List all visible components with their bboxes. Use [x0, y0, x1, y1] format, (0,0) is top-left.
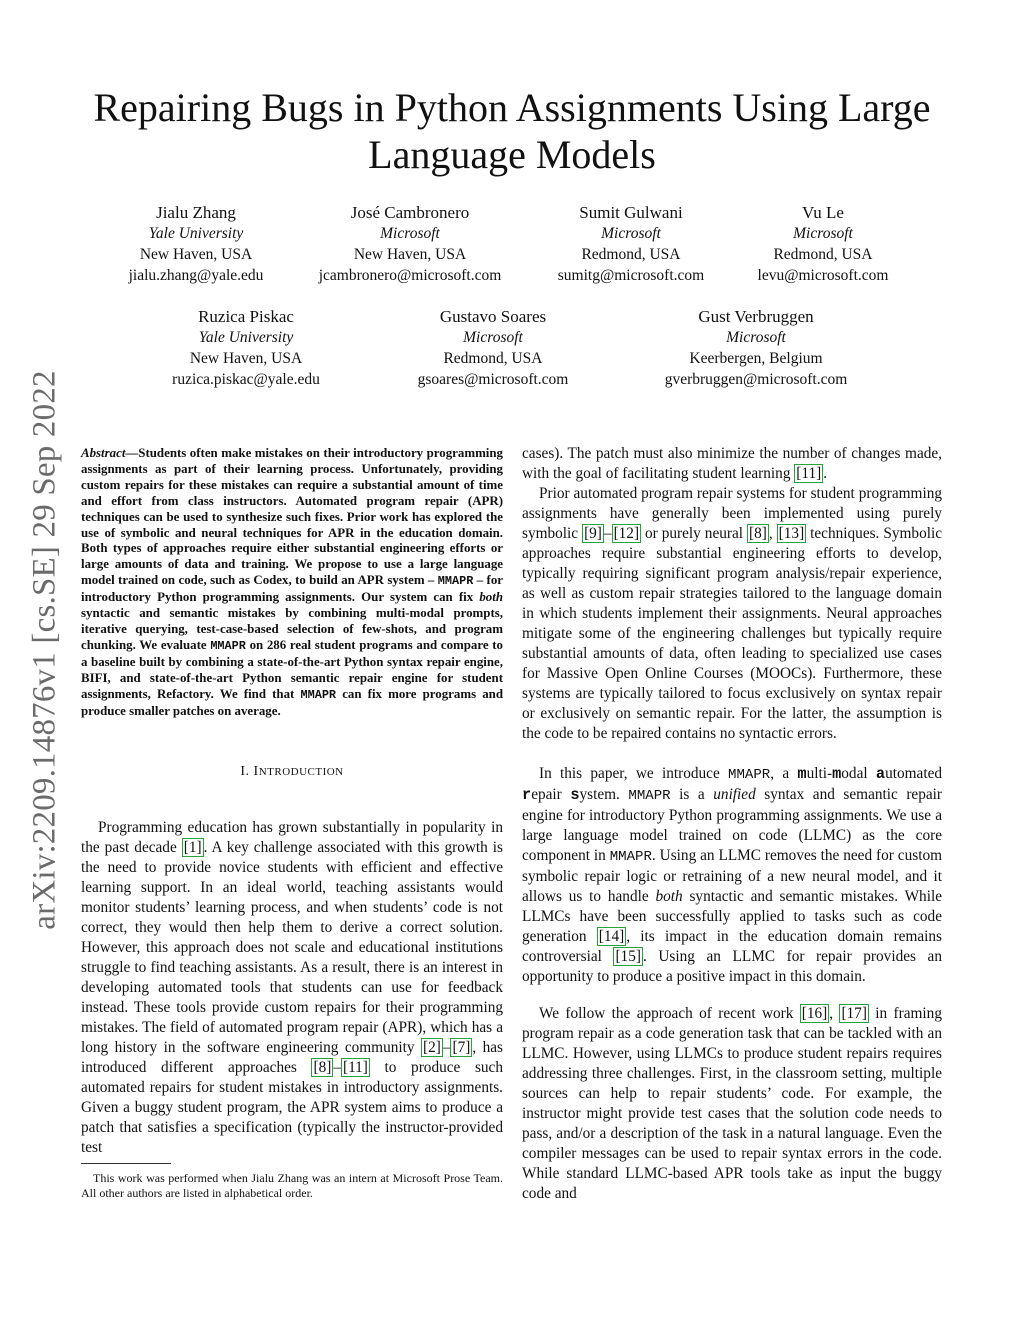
abstract-text: on 286 real student programs and compare to a baseline built by combining a state-of-the-art Python syntax repair engine, BIFI, and state-of-the-art Python semantic repair engine for student assignments, Refactory. We find that: [81, 637, 503, 701]
acronym-letter: a: [875, 765, 886, 783]
author-location: Redmond, USA: [581, 246, 681, 263]
author-affiliation: Yale University: [198, 329, 294, 346]
author-location: Keerbergen, Belgium: [689, 350, 823, 367]
intro-paragraph: [81, 818, 503, 1158]
author-affiliation: Yale University: [148, 225, 244, 242]
body-text: odal: [841, 765, 876, 782]
author-name: Jialu Zhang: [156, 203, 236, 222]
title-line-1: Repairing Bugs in Python Assignments Using Large: [93, 85, 931, 130]
footnote: This work was performed when Jialu Zhang was an intern at Microsoft Prose Team. All other authors are listed in alphabetical order.: [81, 1171, 503, 1200]
body-text: ulti-: [806, 765, 833, 782]
abstract-emphasis: both: [479, 590, 503, 605]
footnote-rule: [81, 1163, 171, 1164]
body-text: In this paper, we introduce: [539, 765, 729, 782]
body-text: in framing program repair as a code generation task that can be tackled with an LLMC. However, using LLMCs to produce student repairs requires addressing three challenges. First, in the classroom setting, multiple sources can help to repair students’ code. For example, the instructor might provide test cases that the solution code needs to pass, and/or a description of the task in a natural language. Even the compiler messages can be used to repair syntax errors in the code. While standard LLMC-based APR tools take as input the buggy code and: [522, 1005, 942, 1202]
citation-link[interactable]: [8]: [313, 1059, 332, 1076]
section-title-rest: NTRODUCTION: [258, 766, 344, 778]
author-block: [146, 306, 346, 390]
body-text: ,: [829, 1005, 840, 1022]
emphasis: both: [655, 888, 683, 905]
paper-title: [60, 84, 964, 178]
body-text: , its impact in the education domain remains controversial: [522, 928, 942, 965]
citation-link[interactable]: [11]: [342, 1059, 368, 1076]
body-text: ystem.: [579, 786, 629, 803]
body-text: cases). The patch must also minimize the number of changes made, with the goal of facilitating student learning: [522, 445, 942, 482]
author-block: [536, 202, 726, 286]
body-text: or purely neural: [641, 525, 748, 542]
section-number: I.: [240, 764, 250, 779]
body-text: epair: [531, 786, 571, 803]
body-text: , has introduced different approaches: [81, 1039, 503, 1076]
right-paragraph-approach: [522, 1004, 942, 1204]
body-text: . Using an LLMC for repair provides an opportunity to produce a positive impact in this domain.: [522, 948, 942, 985]
body-text: to produce such automated repairs for student mistakes in introductory assignments. Given a buggy student program, the APR system aims to produce a patch that satisfies a specification (typically the instructor-provided test: [81, 1059, 503, 1156]
author-location: Redmond, USA: [773, 246, 873, 263]
author-block: [648, 306, 864, 390]
body-text: syntactic and semantic mistakes. While LLMCs have been successfully applied to tasks such as code generation: [522, 888, 942, 945]
abstract-text: Students often make mistakes on their introductory programming assignments as part of their learning process. Unfortunately, providing custom repairs for these mistakes can require a substantial amount of time and effort from class instructors. Automated program repair (APR) techniques can be used to synthesize such fixes. Prior work has explored the use of symbolic and neural techniques for APR in the education domain. Both types of approaches require either substantial engineering efforts or large amounts of data and training. We propose to use a large language model trained on code, such as Codex, to build an APR system –: [81, 446, 503, 588]
citation-link[interactable]: [13]: [778, 525, 805, 542]
body-text: We follow the approach of recent work: [539, 1005, 800, 1022]
citation-link[interactable]: [2]: [422, 1039, 441, 1056]
author-location: Redmond, USA: [443, 350, 543, 367]
body-text: techniques. Symbolic approaches require substantial engineering efforts to develop, typically requiring significant program analysis/repair experience, as well as custom repair strategies tailored to the language domain in which students implement their assignments. Neural approaches mitigate some of the engineering challenges but typically require substantial amounts of data, often leading to specialized use cases for Massive Open Online Courses (MOOCs). Furthermore, these systems are typically tailored to focus exclusively on syntax repair or exclusively on semantic repair. For the latter, the assumption is the code to be repaired contains no syntactic errors.: [522, 525, 943, 742]
range-dash: –: [333, 1059, 341, 1076]
emphasis: unified: [713, 786, 756, 803]
citation-link[interactable]: [14]: [598, 928, 625, 945]
body-text: utomated: [885, 765, 943, 782]
right-paragraph-prior-work: [522, 484, 942, 744]
author-block: [738, 202, 908, 286]
body-text: Prior automated program repair systems for student programming assignments have generally been implemented using purely symbolic: [522, 485, 942, 542]
system-name: MMAPR: [728, 767, 771, 783]
title-line-2: Language Models: [368, 132, 656, 177]
citation-link[interactable]: [9]: [584, 525, 602, 542]
system-name: MMAPR: [300, 687, 337, 702]
body-text: , a: [770, 765, 798, 782]
author-email[interactable]: gsoares@microsoft.com: [417, 371, 569, 388]
author-email[interactable]: sumitg@microsoft.com: [557, 267, 705, 284]
author-name: Gust Verbruggen: [698, 307, 814, 326]
citation-link[interactable]: [8]: [749, 525, 767, 542]
acronym-letter: r: [522, 786, 532, 804]
author-email[interactable]: gverbruggen@microsoft.com: [664, 371, 848, 388]
author-affiliation: Microsoft: [793, 225, 853, 242]
citation-link[interactable]: [1]: [183, 839, 202, 856]
body-text: syntax and semantic repair engine for introductory Python programming assignments. We use a large language model trained on code (LLMC) as the core component in: [522, 786, 943, 864]
abstract-text: syntactic and semantic mistakes by combining multi-modal prompts, iterative querying, test-case-based selection of few-shots, and program chunking. We evaluate: [81, 606, 503, 652]
citation-link[interactable]: [7]: [452, 1039, 471, 1056]
author-name: Vu Le: [802, 203, 844, 222]
abstract-dash: —: [125, 446, 139, 460]
citation-link[interactable]: [11]: [796, 465, 822, 482]
author-block: [300, 202, 520, 286]
right-paragraph-mmapr: [522, 764, 942, 987]
acronym-letter: m: [832, 765, 842, 783]
section-heading-introduction: [81, 764, 503, 780]
author-name: Sumit Gulwani: [579, 203, 683, 222]
author-email[interactable]: levu@microsoft.com: [757, 267, 889, 284]
abstract-text: – for introductory Python programming assignments. Our system can fix: [81, 573, 503, 605]
author-email[interactable]: jcambronero@microsoft.com: [318, 267, 502, 284]
acronym-letter: s: [570, 786, 580, 804]
system-name: MMAPR: [609, 849, 652, 865]
author-block: [393, 306, 593, 390]
author-name: Ruzica Piskac: [198, 307, 294, 326]
author-name: José Cambronero: [350, 203, 470, 222]
citation-link[interactable]: [17]: [841, 1005, 867, 1022]
author-email[interactable]: ruzica.piskac@yale.edu: [172, 371, 320, 388]
system-name: MMAPR: [437, 574, 474, 589]
range-dash: –: [603, 525, 612, 542]
author-email[interactable]: jialu.zhang@yale.edu: [128, 267, 264, 284]
arxiv-sidebar: [20, 360, 70, 940]
abstract: [81, 446, 503, 719]
citation-link[interactable]: [15]: [615, 948, 641, 965]
abstract-text: can fix more programs and produce smaller patches on average.: [81, 686, 504, 718]
body-text: ,: [768, 525, 777, 542]
citation-link[interactable]: [12]: [613, 525, 640, 542]
body-text: Programming education has grown substantially in popularity in the past decade: [81, 819, 503, 856]
abstract-label: Abstract: [81, 446, 126, 460]
author-location: New Haven, USA: [353, 246, 467, 263]
author-location: New Haven, USA: [189, 350, 303, 367]
system-name: MMAPR: [628, 788, 671, 804]
author-affiliation: Microsoft: [726, 329, 786, 346]
author-name: Gustavo Soares: [439, 307, 547, 326]
arxiv-id: arXiv:2209.14876v1 [cs.SE] 29 Sep 2022: [26, 370, 63, 930]
right-paragraph-continued: [522, 444, 942, 484]
author-location: New Haven, USA: [139, 246, 253, 263]
body-text: . A key challenge associated with this growth is the need to provide novice students with efficient and effective learning support. In an ideal world, teaching assistants would monitor students’ learning process, and when students’ code is not correct, they would then help them to derive a correct solution. However, this approach does not scale and educational institutions struggle to find teaching assistants. As a result, there is an interest in developing automated tools that students can use for feedback instead. These tools provide custom repairs for their programming mistakes. The field of automated program repair (APR), which has a long history in the software engineering community: [81, 839, 503, 1056]
body-text: . Using an LLMC removes the need for custom symbolic repair logic or retraining of a new neural model, and it allows us to handle: [522, 847, 942, 905]
author-affiliation: Microsoft: [380, 225, 440, 242]
range-dash: –: [442, 1039, 451, 1056]
system-name: MMAPR: [210, 638, 246, 653]
citation-link[interactable]: [16]: [801, 1005, 828, 1022]
author-affiliation: Microsoft: [601, 225, 661, 242]
acronym-letter: m: [797, 765, 807, 783]
author-block: [106, 202, 286, 286]
section-title-initial: I: [253, 764, 259, 779]
author-affiliation: Microsoft: [463, 329, 523, 346]
body-text: .: [823, 465, 828, 482]
body-text: is a: [670, 786, 714, 803]
